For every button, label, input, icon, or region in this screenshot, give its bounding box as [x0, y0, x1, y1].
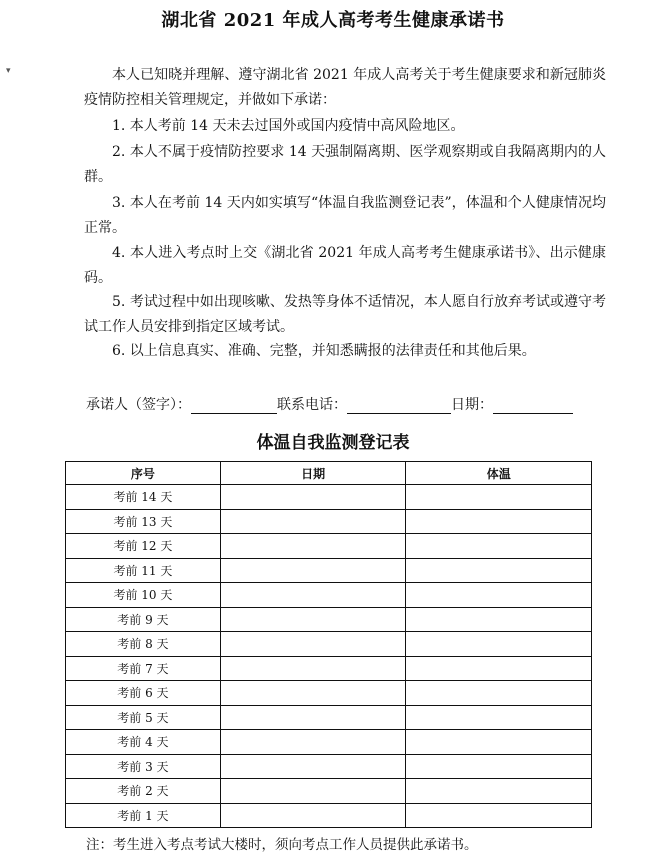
row-date-cell[interactable] [220, 509, 406, 534]
table-row [66, 509, 592, 534]
header-temperature: 体温 [406, 462, 592, 485]
row-temperature-cell[interactable] [406, 558, 592, 583]
header-index: 序号 [66, 462, 221, 485]
row-date-cell[interactable] [220, 730, 406, 755]
row-temperature-cell[interactable] [406, 779, 592, 804]
row-index-cell: 考前 12 天 [66, 534, 221, 559]
row-index-cell: 考前 10 天 [66, 583, 221, 608]
table-row [66, 558, 592, 583]
row-index-cell: 考前 2 天 [66, 779, 221, 804]
row-temperature-cell[interactable] [406, 656, 592, 681]
row-index-cell: 考前 1 天 [66, 803, 221, 828]
table-row [66, 681, 592, 706]
row-date-cell[interactable] [220, 779, 406, 804]
table-row [66, 534, 592, 559]
table-row [66, 632, 592, 657]
row-date-cell[interactable] [220, 583, 406, 608]
table-row [66, 705, 592, 730]
row-index-cell: 考前 6 天 [66, 681, 221, 706]
row-index-cell: 考前 4 天 [66, 730, 221, 755]
row-date-cell[interactable] [220, 656, 406, 681]
row-date-cell[interactable] [220, 681, 406, 706]
phone-label: 联系电话： [277, 397, 347, 413]
row-date-cell[interactable] [220, 754, 406, 779]
row-index-cell: 考前 14 天 [66, 485, 221, 510]
signer-blank[interactable] [191, 397, 277, 414]
signer-label: 承诺人（签字）： [86, 397, 191, 413]
date-label: 日期： [451, 397, 493, 413]
row-index-cell: 考前 13 天 [66, 509, 221, 534]
row-date-cell[interactable] [220, 534, 406, 559]
table-row [66, 779, 592, 804]
row-date-cell[interactable] [220, 607, 406, 632]
document-title: 湖北省 2021 年成人高考考生健康承诺书 [161, 10, 505, 31]
row-temperature-cell[interactable] [406, 705, 592, 730]
table-row [66, 730, 592, 755]
temperature-log-table [65, 461, 592, 828]
phone-blank[interactable] [347, 397, 451, 414]
row-temperature-cell[interactable] [406, 485, 592, 510]
table-title: 体温自我监测登记表 [256, 433, 410, 453]
commitment-2: 2. 本人不属于疫情防控要求 14 天强制隔离期、医学观察期或自我隔离期内的人群。 [84, 144, 606, 185]
footer-note: 注：考生进入考点考试大楼时，须向考点工作人员提供此承诺书。 [86, 837, 478, 853]
row-index-cell: 考前 7 天 [66, 656, 221, 681]
row-index-cell: 考前 9 天 [66, 607, 221, 632]
row-date-cell[interactable] [220, 632, 406, 657]
row-index-cell: 考前 11 天 [66, 558, 221, 583]
row-temperature-cell[interactable] [406, 803, 592, 828]
intro-paragraph: 本人已知晓并理解、遵守湖北省 2021 年成人高考关于考生健康要求和新冠肺炎疫情防控相关管理规定，并做如下承诺： [84, 67, 606, 108]
header-date: 日期 [220, 462, 406, 485]
table-header-row [66, 462, 592, 485]
row-temperature-cell[interactable] [406, 509, 592, 534]
table-row [66, 607, 592, 632]
commitment-1: 1. 本人考前 14 天未去过国外或国内疫情中高风险地区。 [112, 118, 465, 134]
row-temperature-cell[interactable] [406, 632, 592, 657]
row-temperature-cell[interactable] [406, 754, 592, 779]
row-temperature-cell[interactable] [406, 681, 592, 706]
row-index-cell: 考前 3 天 [66, 754, 221, 779]
row-date-cell[interactable] [220, 803, 406, 828]
table-row [66, 754, 592, 779]
row-index-cell: 考前 5 天 [66, 705, 221, 730]
row-temperature-cell[interactable] [406, 607, 592, 632]
collapse-marker-icon: ▾ [6, 66, 11, 76]
table-row [66, 485, 592, 510]
row-temperature-cell[interactable] [406, 730, 592, 755]
row-date-cell[interactable] [220, 558, 406, 583]
row-date-cell[interactable] [220, 705, 406, 730]
table-row [66, 656, 592, 681]
commitment-4: 4. 本人进入考点时上交《湖北省 2021 年成人高考考生健康承诺书》、出示健康码。 [84, 245, 606, 286]
table-row [66, 803, 592, 828]
table-row [66, 583, 592, 608]
date-blank[interactable] [493, 397, 573, 414]
row-temperature-cell[interactable] [406, 583, 592, 608]
row-date-cell[interactable] [220, 485, 406, 510]
commitment-6: 6. 以上信息真实、准确、完整，并知悉瞒报的法律责任和其他后果。 [112, 343, 536, 359]
commitment-3: 3. 本人在考前 14 天内如实填写“体温自我监测登记表”，体温和个人健康情况均正常。 [84, 195, 606, 236]
row-temperature-cell[interactable] [406, 534, 592, 559]
row-index-cell: 考前 8 天 [66, 632, 221, 657]
commitment-5: 5. 考试过程中如出现咳嗽、发热等身体不适情况，本人愿自行放弃考试或遵守考试工作人员安排到指定区域考试。 [84, 294, 606, 335]
signature-row [86, 394, 616, 414]
